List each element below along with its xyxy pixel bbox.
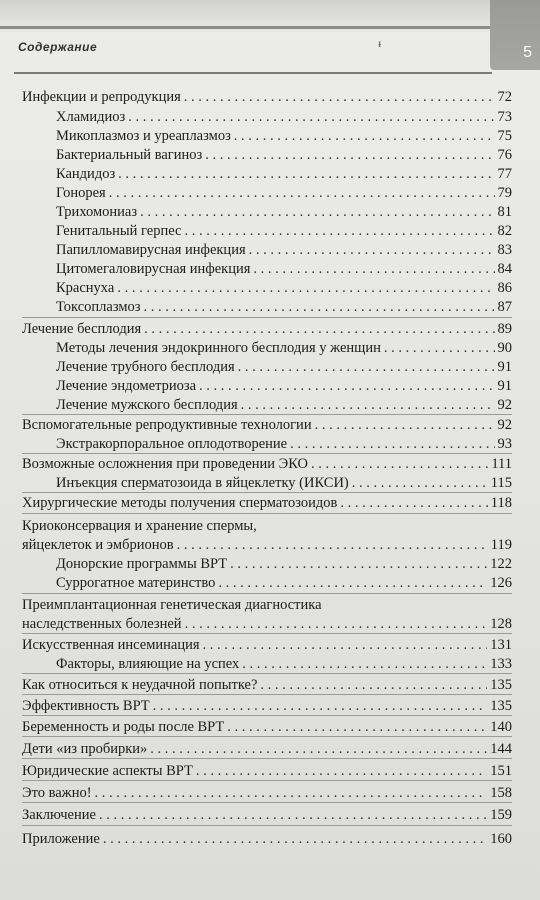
toc-leader-dots: [153, 697, 488, 715]
toc-leader-dots: [218, 574, 487, 592]
toc-entry-page: 133: [490, 656, 512, 672]
toc-entry-page: 140: [490, 719, 512, 735]
section-divider: [22, 414, 512, 415]
toc-entry-title: Дети «из пробирки»: [22, 741, 148, 757]
toc-leader-dots: [95, 784, 488, 802]
toc-entry-title: Факторы, влияющие на успех: [56, 656, 240, 672]
section-divider: [22, 633, 512, 634]
toc-leader-dots: [99, 806, 487, 824]
section-divider: [22, 715, 512, 716]
toc-leader-dots: [384, 339, 495, 357]
toc-entry[interactable]: [22, 88, 512, 106]
toc-leader-dots: [109, 184, 495, 202]
toc-entry-title: Искусственная инсеминация: [22, 637, 200, 653]
toc-entry[interactable]: [56, 165, 512, 183]
toc-entry-page: 151: [490, 763, 512, 779]
toc-entry[interactable]: [22, 806, 512, 824]
toc-entry-title: Токсоплазмоз: [56, 299, 141, 315]
toc-entry-page: 91: [497, 378, 512, 394]
toc-entry[interactable]: [22, 830, 512, 848]
toc-entry-page: 81: [497, 204, 512, 220]
toc-entry-page: 72: [497, 89, 512, 105]
toc-leader-dots: [311, 455, 488, 473]
toc-leader-dots: [196, 762, 487, 780]
section-divider: [22, 758, 512, 759]
toc-leader-dots: [184, 88, 495, 106]
toc-entry-page: 111: [491, 456, 512, 472]
toc-entry[interactable]: [22, 784, 512, 802]
toc-leader-dots: [260, 676, 487, 694]
toc-entry[interactable]: [56, 298, 512, 316]
toc-entry-title: Микоплазмоз и уреаплазмоз: [56, 128, 231, 144]
toc-entry-title: Бактериальный вагиноз: [56, 147, 203, 163]
header-rule: [14, 72, 492, 74]
toc-leader-dots: [128, 108, 494, 126]
toc-entry-title: Как относиться к неудачной попытке?: [22, 677, 258, 693]
toc-entry-page: 79: [497, 185, 512, 201]
toc-leader-dots: [230, 555, 487, 573]
toc-entry-page: 126: [490, 575, 512, 591]
toc-entry[interactable]: [22, 740, 512, 758]
toc-leader-dots: [177, 536, 488, 554]
toc-entry-title: наследственных болезней: [22, 616, 182, 632]
toc-entry-title: Эффективность ВРТ: [22, 698, 150, 714]
toc-entry-page: 115: [490, 475, 512, 491]
toc-entry[interactable]: [22, 455, 512, 473]
toc-entry-title: Лечение мужского бесплодия: [56, 397, 238, 413]
toc-leader-dots: [315, 416, 495, 434]
section-divider: [22, 593, 512, 594]
toc-entry-page: 93: [497, 436, 512, 452]
toc-entry-page: 144: [490, 741, 512, 757]
toc-entry-title: Трихомониаз: [56, 204, 138, 220]
toc-entry-title: Лечение эндометриоза: [56, 378, 197, 394]
toc-leader-dots: [253, 260, 494, 278]
toc-entry-title: Лечение трубного бесплодия: [56, 359, 235, 375]
toc-entry[interactable]: [56, 241, 512, 259]
toc-entry[interactable]: [22, 676, 512, 694]
toc-entry[interactable]: [56, 184, 512, 202]
top-rule: [0, 26, 490, 29]
toc-leader-dots: [203, 636, 488, 654]
toc-leader-dots: [238, 358, 495, 376]
toc-entry[interactable]: [56, 435, 512, 453]
toc-entry[interactable]: [22, 636, 512, 654]
toc-entry-page: 83: [497, 242, 512, 258]
toc-leader-dots: [144, 320, 494, 338]
toc-entry-title: Заключение: [22, 807, 96, 823]
toc-entry-title: Юридические аспекты ВРТ: [22, 763, 193, 779]
section-divider: [22, 453, 512, 454]
toc-entry[interactable]: [22, 762, 512, 780]
toc-entry[interactable]: [22, 697, 512, 715]
toc-entry-page: 135: [490, 677, 512, 693]
section-divider: [22, 802, 512, 803]
section-divider: [22, 492, 512, 493]
toc-entry-title-line1: Криоконсервация и хранение спермы,: [22, 518, 257, 534]
toc-entry-title: Инфекции и репродукция: [22, 89, 181, 105]
toc-leader-dots: [118, 165, 494, 183]
toc-entry-page: 119: [490, 537, 512, 553]
toc-entry-page: 73: [497, 109, 512, 125]
toc-entry-title: Приложение: [22, 831, 100, 847]
toc-entry-page: 131: [490, 637, 512, 653]
toc-entry[interactable]: [22, 615, 512, 633]
toc-entry[interactable]: [22, 416, 512, 434]
toc-entry-title: Лечение бесплодия: [22, 321, 142, 337]
toc-leader-dots: [227, 718, 487, 736]
toc-entry-page: 92: [497, 397, 512, 413]
toc-entry-title: Донорские программы ВРТ: [56, 556, 228, 572]
toc-entry[interactable]: [56, 146, 512, 164]
toc-leader-dots: [150, 740, 487, 758]
toc-entry[interactable]: [56, 377, 512, 395]
toc-entry-title: Гонорея: [56, 185, 106, 201]
toc-entry-title: Хирургические методы получения сперматозоидов: [22, 495, 338, 511]
toc-entry-page: 75: [497, 128, 512, 144]
section-divider: [22, 736, 512, 737]
toc-entry-title: Беременность и роды после ВРТ: [22, 719, 225, 735]
toc-entry-page: 128: [490, 616, 512, 632]
toc-entry[interactable]: [22, 718, 512, 736]
section-divider: [22, 317, 512, 318]
toc-leader-dots: [184, 222, 494, 240]
toc-entry-title: Генитальный герпес: [56, 223, 182, 239]
page-number-tab: [490, 0, 540, 70]
toc-entry-title: Краснуха: [56, 280, 115, 296]
toc-entry[interactable]: [56, 279, 512, 297]
toc-entry-page: 77: [497, 166, 512, 182]
toc-entry-page: 87: [497, 299, 512, 315]
toc-entry[interactable]: [56, 260, 512, 278]
toc-entry-page: 90: [497, 340, 512, 356]
toc-entry-page: 118: [490, 495, 512, 511]
toc-entry[interactable]: [56, 127, 512, 145]
toc-entry-title: Методы лечения эндокринного бесплодия у женщин: [56, 340, 381, 356]
toc-entry-title: Это важно!: [22, 785, 92, 801]
toc-entry[interactable]: [22, 494, 512, 512]
toc-entry-title: Суррогатное материнство: [56, 575, 216, 591]
toc-entry-page: 82: [497, 223, 512, 239]
toc-entry[interactable]: [56, 203, 512, 221]
toc-entry-title: Вспомогательные репродуктивные технологии: [22, 417, 312, 433]
toc-entry[interactable]: [56, 396, 512, 414]
toc-entry[interactable]: [56, 339, 512, 357]
toc-entry-title-line1: Преимплантационная генетическая диагностика: [22, 597, 322, 613]
toc-leader-dots: [290, 435, 494, 453]
toc-leader-dots: [140, 203, 494, 221]
toc-leader-dots: [144, 298, 495, 316]
toc-entry-page: 89: [497, 321, 512, 337]
toc-entry-title: Хламидиоз: [56, 109, 126, 125]
section-divider: [22, 780, 512, 781]
toc-leader-dots: [241, 396, 495, 414]
toc-entry-page: 84: [497, 261, 512, 277]
toc-entry[interactable]: [56, 108, 512, 126]
section-divider: [22, 513, 512, 514]
toc-entry[interactable]: [22, 536, 512, 554]
toc-leader-dots: [103, 830, 487, 848]
running-header-title: Содержание: [18, 40, 98, 54]
toc-entry[interactable]: [56, 555, 512, 573]
toc-entry-page: 160: [490, 831, 512, 847]
toc-entry-page: 91: [497, 359, 512, 375]
toc-entry-page: 158: [490, 785, 512, 801]
toc-entry-title: Экстракорпоральное оплодотворение: [56, 436, 288, 452]
toc-entry-page: 76: [497, 147, 512, 163]
toc-leader-dots: [352, 474, 488, 492]
toc-entry-page: 92: [497, 417, 512, 433]
toc-entry-title: яйцеклеток и эмбрионов: [22, 537, 174, 553]
toc-leader-dots: [249, 241, 495, 259]
toc-entry-title: Папилломавирусная инфекция: [56, 242, 246, 258]
toc-leader-dots: [185, 615, 488, 633]
toc-leader-dots: [117, 279, 494, 297]
toc-entry-title: Инъекция сперматозоида в яйцеклетку (ИКСИ): [56, 475, 349, 491]
toc-entry-title: Возможные осложнения при проведении ЭКО: [22, 456, 309, 472]
toc-entry[interactable]: [56, 474, 512, 492]
toc-entry-title: Кандидоз: [56, 166, 116, 182]
toc-entry[interactable]: [56, 358, 512, 376]
section-divider: [22, 673, 512, 674]
toc-entry[interactable]: [22, 320, 512, 338]
toc-leader-dots: [199, 377, 494, 395]
toc-entry-page: 122: [490, 556, 512, 572]
page-number: 5: [523, 44, 532, 61]
toc-entry[interactable]: [56, 222, 512, 240]
toc-entry-page: 159: [490, 807, 512, 823]
toc-entry[interactable]: [56, 655, 512, 673]
pen-mark-icon: ᵻ: [378, 36, 382, 50]
toc-entry-page: 135: [490, 698, 512, 714]
toc-entry-page: 86: [497, 280, 512, 296]
toc-leader-dots: [340, 494, 487, 512]
section-divider: [22, 694, 512, 695]
toc-leader-dots: [205, 146, 494, 164]
toc-entry[interactable]: [56, 574, 512, 592]
toc-entry-title: Цитомегаловирусная инфекция: [56, 261, 251, 277]
toc-leader-dots: [242, 655, 487, 673]
toc-leader-dots: [234, 127, 495, 145]
section-divider: [22, 825, 512, 826]
